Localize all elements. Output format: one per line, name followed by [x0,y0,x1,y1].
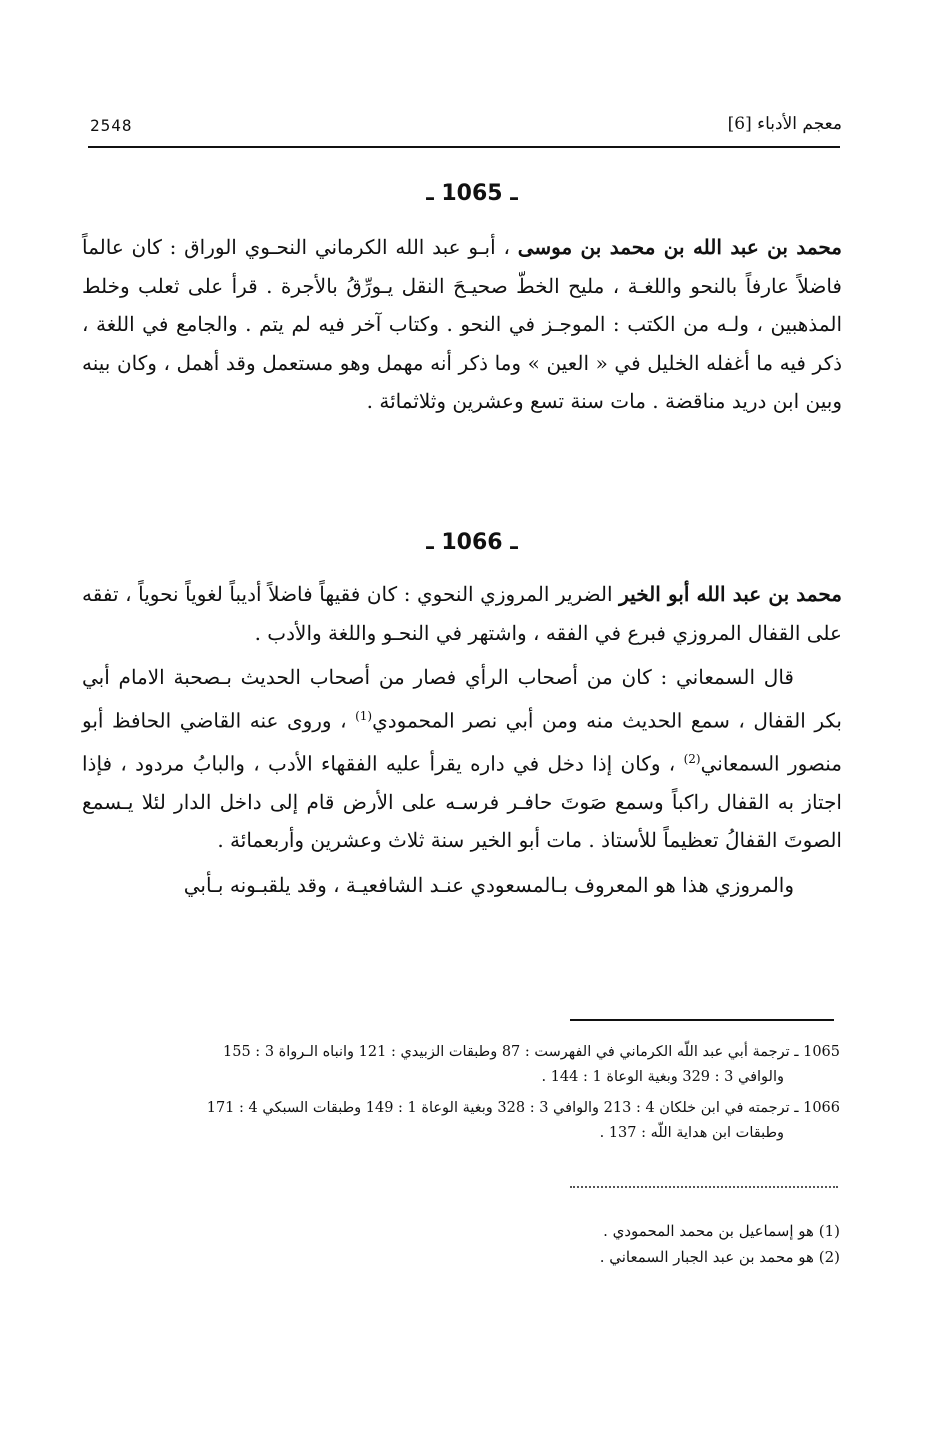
note-1066-line-1: 1066 ـ ترجمته في ابن خلكان 4 : 213 والوافي 3 : 328 وبغية الوعاة 1 : 149 وطبقات السبكي 4 : 171 [206,1100,840,1116]
entry-1065-text: ، أبـو عبد الله الكرماني النحـوي الوراق : كان عالماً فاضلاً عارفاً بالنحو واللغـة ، مليح الخطّ صحيـحَ النقل يـورِّقُ بالأجرة . قرأ على ثعلب وخلط المذهبين ، ولـه من الكتب : الموجـز في النحو . وكتاب آخر فيه لم يتم . والجامع في اللغة ، ذكر فيه ما أغفله الخليل في « العين » وما ذكر أنه مهمل وهو مستعمل وقد أهمل ، وكان بينه وبين ابن دريد مناقضة . مات سنة تسع وعشرين وثلاثمائة . [82,235,842,413]
notes-rule [570,1019,834,1021]
entry-number-1065: ـ 1065 ـ [426,181,518,206]
entry-1066-text-1: الضرير المروزي النحوي : كان فقيهاً فاضلاً أديباً لغوياً نحوياً ، تفقه على القفال المروزي فبرع في الفقه ، واشتهر في النحـو واللغة والأدب . [82,582,842,645]
entry-1066-name: محمد بن عبد الله أبو الخير [619,582,842,606]
footnotes [300,1218,840,1270]
entry-1066-text-5: والمروزي هذا هو المعروف بـالمسعودي عنـد الشافعيـة ، وقد يلقبـونه بـأبي [183,872,794,897]
header-rule [88,146,840,148]
page-number: 2548 [90,116,133,135]
running-title: معجم الأدباء [6] [727,114,842,134]
entry-1065-name: محمد بن عبد الله بن محمد بن موسى [517,235,843,259]
note-1065-line-2: والوافي 3 : 329 وبغية الوعاة 1 : 144 . [541,1069,784,1085]
entry-1065-body [82,228,842,421]
footnote-ref-2: (2) [683,751,701,766]
entry-1066-body [82,575,842,904]
entry-1066-text-4: ، وكان إذا دخل في داره يقرأ عليه الفقهاء الأدب ، والبابُ مردود ، فإذا اجتاز به القفال راكباً وسمع صَوتَ حافـر فرسـه على الأرض قام إلى داخل الدار لئلا يـسمع الصوتَ القفالُ تعظيماً للأستاذ . مات أبو الخير سنة ثلاث وعشرين وأربعمائة . [82,751,842,853]
note-1065-line-1: 1065 ـ ترجمة أبي عبد اللّه الكرماني في الفهرست : 87 وطبقات الزبيدي : 121 وانباه الـرواة 3 : 155 [223,1044,840,1060]
dotted-separator [570,1186,838,1188]
entry-1066-text-2: قال السمعاني : كان من أصحاب الرأي فصار من أصحاب الحديث بـصحبة الامام أبي بكر القفال ، سمع الحديث منه ومن أبي نصر المحمودي [82,665,842,733]
footnote-2: (2) هو محمد بن عبد الجبار السمعاني . [599,1248,840,1266]
footnote-ref-1: (1) [355,708,373,723]
entry-1066-text-3: ، وروى عنه القاضي الحافظ أبو منصور السمعاني [82,708,842,776]
page-header [90,116,842,144]
source-notes [88,1040,840,1152]
note-1066-line-2: وطبقات ابن هداية اللّه : 137 . [599,1125,784,1141]
footnote-1: (1) هو إسماعيل بن محمد المحمودي . [603,1222,840,1240]
entry-number-1066: ـ 1066 ـ [426,530,518,555]
